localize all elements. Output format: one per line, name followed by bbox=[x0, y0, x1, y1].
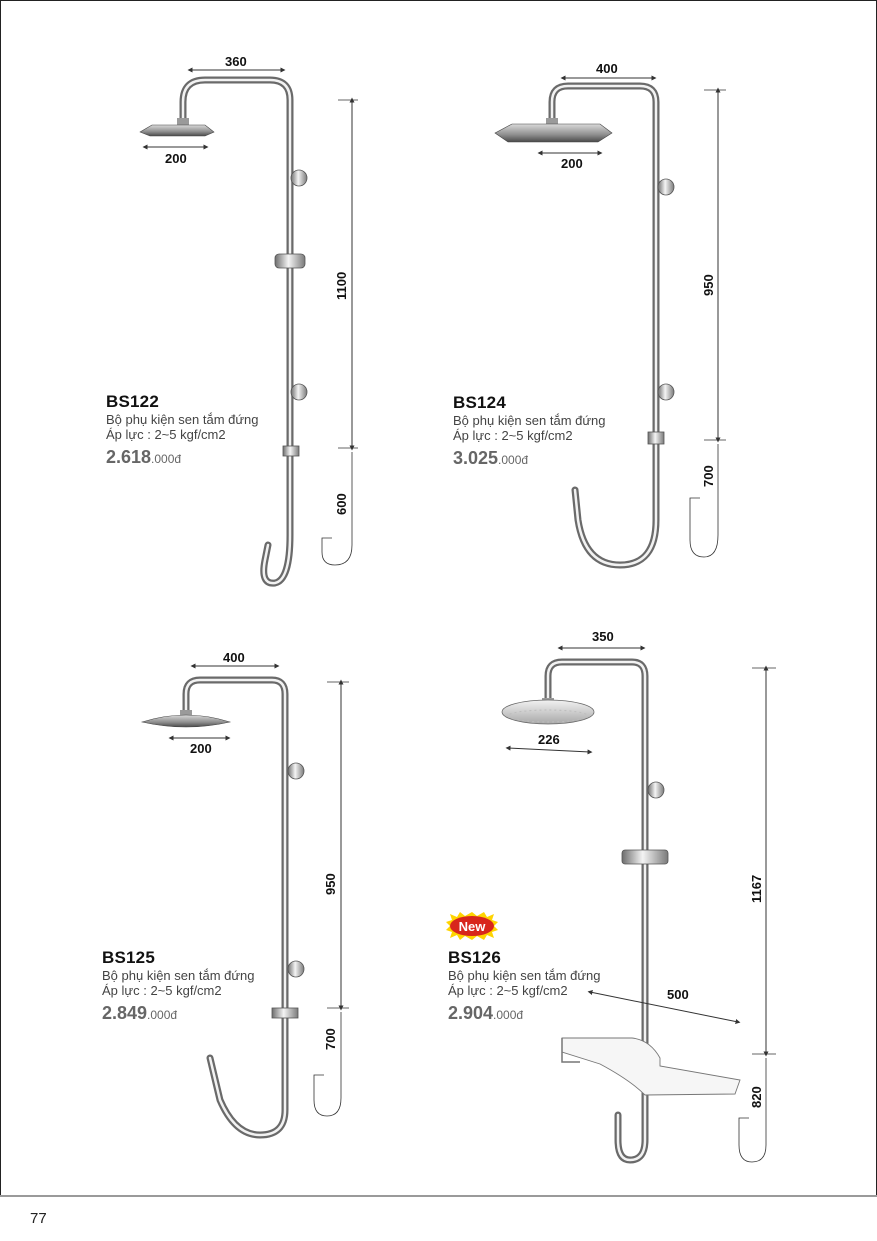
bs125-lower-dimension: 700 bbox=[323, 1028, 338, 1050]
price-main: 2.904 bbox=[448, 1003, 494, 1023]
product-bs122 bbox=[106, 392, 259, 470]
price-main: 2.618 bbox=[106, 447, 152, 467]
bs124-lower-dimension: 700 bbox=[701, 465, 716, 487]
price-main: 3.025 bbox=[453, 448, 499, 468]
product-bs126 bbox=[448, 948, 601, 1026]
bs125-arm-dimension: 400 bbox=[223, 650, 245, 665]
product-pressure: Áp lực : 2~5 kgf/cm2 bbox=[448, 983, 568, 998]
bs126-head-dimension: 226 bbox=[538, 732, 560, 747]
bs126-lower-dimension: 820 bbox=[749, 1086, 764, 1108]
page-number: 77 bbox=[30, 1210, 47, 1227]
bs122-head-dimension: 200 bbox=[165, 151, 187, 166]
product-code: BS126 bbox=[448, 948, 501, 967]
product-code: BS124 bbox=[453, 393, 506, 412]
bs124-head-dimension: 200 bbox=[561, 156, 583, 171]
product-price bbox=[453, 447, 606, 471]
product-description: Bộ phụ kiện sen tắm đứng bbox=[453, 413, 606, 428]
bs126-height-dimension: 1167 bbox=[749, 874, 764, 903]
product-bs125 bbox=[102, 948, 255, 1026]
bs124-shower-illustration bbox=[495, 86, 674, 565]
product-code: BS122 bbox=[106, 392, 159, 411]
bs122-dimension-lines bbox=[145, 70, 358, 565]
bs126-arm-dimension: 350 bbox=[592, 629, 614, 644]
product-description: Bộ phụ kiện sen tắm đứng bbox=[106, 412, 259, 427]
bs125-shower-illustration bbox=[142, 680, 304, 1135]
price-suffix: .000đ bbox=[151, 452, 182, 466]
price-suffix: .000đ bbox=[498, 453, 529, 467]
bs122-arm-dimension: 360 bbox=[225, 54, 247, 69]
new-badge-label: New bbox=[458, 919, 486, 934]
bs122-height-dimension: 1100 bbox=[334, 271, 349, 300]
bs125-head-dimension: 200 bbox=[190, 741, 212, 756]
product-price bbox=[102, 1002, 255, 1026]
bs126-shelf-dimension: 500 bbox=[667, 987, 689, 1002]
product-description: Bộ phụ kiện sen tắm đứng bbox=[102, 968, 255, 983]
price-main: 2.849 bbox=[102, 1003, 148, 1023]
product-pressure: Áp lực : 2~5 kgf/cm2 bbox=[102, 983, 222, 998]
price-suffix: .000đ bbox=[493, 1008, 524, 1022]
bs125-height-dimension: 950 bbox=[323, 873, 338, 895]
product-price bbox=[448, 1002, 601, 1026]
bs122-lower-dimension: 600 bbox=[334, 493, 349, 515]
price-suffix: .000đ bbox=[147, 1008, 178, 1022]
product-code: BS125 bbox=[102, 948, 155, 967]
bs124-arm-dimension: 400 bbox=[596, 61, 618, 76]
bs124-height-dimension: 950 bbox=[701, 274, 716, 296]
bs124-dimension-lines bbox=[540, 78, 726, 557]
new-badge bbox=[446, 912, 498, 940]
footer-divider bbox=[0, 1195, 877, 1197]
product-description: Bộ phụ kiện sen tắm đứng bbox=[448, 968, 601, 983]
product-pressure: Áp lực : 2~5 kgf/cm2 bbox=[106, 427, 226, 442]
product-pressure: Áp lực : 2~5 kgf/cm2 bbox=[453, 428, 573, 443]
product-bs124 bbox=[453, 393, 606, 471]
product-price bbox=[106, 446, 259, 470]
